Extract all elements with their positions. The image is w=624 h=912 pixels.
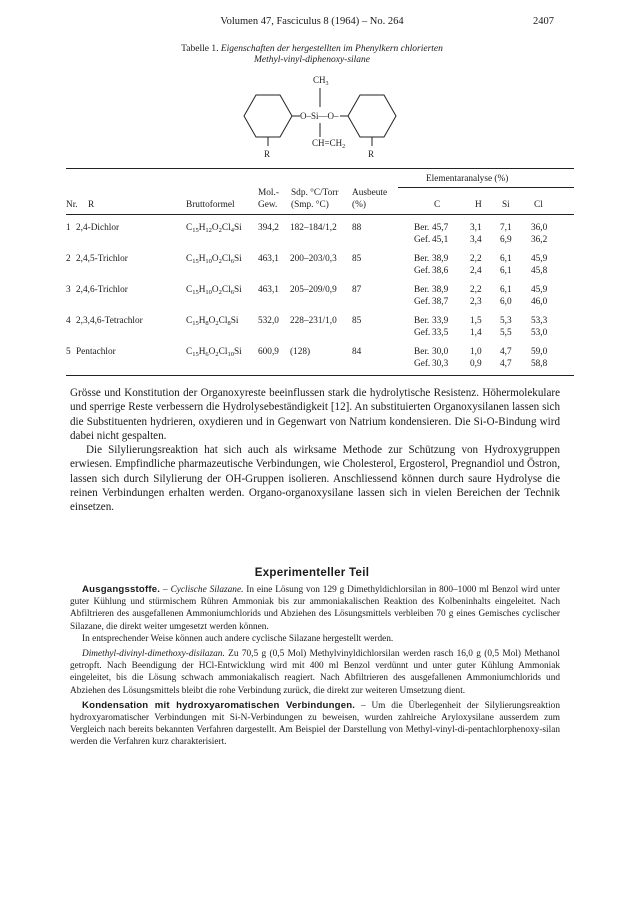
analysis-label: Ber. — [414, 347, 430, 357]
structural-formula — [230, 70, 410, 162]
row-formula: $C_{15}H_8O_2Cl_8Si$ — [186, 316, 239, 327]
row-yield: 85 — [352, 254, 362, 264]
exp-p4-text: – Um die Überlegenheit der Silylierungsreaktion hydroxyaromatischer Verbindungen mit Si-N-Verbindungen zu beweisen, wurden zahlreiche Aryloxysilane ausserdem zum Vergleich nach bereits bekannten Verfahren dargestellt. Am Beispiel der Darstellung von Methyl-vinyl-di-pentachlorphenoxy-silan werden die Verfahren kurz charakterisiert. — [70, 700, 560, 748]
col-c: C — [434, 200, 441, 210]
exp-p3-text: Zu 70,5 g (0,5 Mol) Methylvinyldichlorsilan werden rasch 16,0 g (0,5 Mol) Methanol getropft. Nach Beendigung der HCl-Entwicklung wird mit 400 ml Benzol verdünnt und unter guter Kühlung Ammoniak eingeleitet, bis die Lösung schwach ammoniakalisch reagiert. Nach Abfiltrieren des ausgefallenen Ammoniumchlorids und Abziehen des Lösungsmittels bleibt die rohe Verbindung zurück, die direkt zur weiteren Umsetzung dient. — [70, 649, 560, 696]
analysis-c: 38,9 — [432, 285, 449, 295]
row-molweight: 463,1 — [258, 285, 279, 295]
analysis-cl: 53,0 — [531, 328, 548, 338]
row-substituent: 2,4,6-Trichlor — [76, 285, 128, 295]
row-yield: 88 — [352, 223, 362, 233]
row-nr: 1 — [66, 223, 71, 233]
table-row — [66, 346, 574, 372]
analysis-c: 38,9 — [432, 254, 449, 264]
analysis-h: 3,4 — [470, 235, 482, 245]
analysis-h: 0,9 — [470, 359, 482, 369]
row-yield: 84 — [352, 347, 362, 357]
analysis-label: Gef. — [414, 359, 431, 369]
row-substituent: 2,4,5-Trichlor — [76, 254, 128, 264]
analysis-cl: 36,0 — [531, 223, 548, 233]
table-row — [66, 222, 574, 248]
phenyl-ring-left — [244, 95, 292, 137]
table-label: Tabelle 1. — [181, 44, 219, 54]
row-molweight: 532,0 — [258, 316, 279, 326]
exp-paragraph-3 — [70, 648, 560, 697]
analysis-c: 30,0 — [432, 347, 449, 357]
row-nr: 2 — [66, 254, 71, 264]
row-boiling-point: 200–203/0,3 — [290, 254, 337, 264]
analysis-label: Gef. — [414, 297, 431, 307]
row-boiling-point: 205–209/0,9 — [290, 285, 337, 295]
col-mol-2: Gew. — [258, 200, 278, 210]
col-elementaranalyse: Elementaranalyse (%) — [426, 174, 509, 184]
analysis-si: 6,1 — [500, 266, 512, 276]
col-bruttoformel: Bruttoformel — [186, 200, 235, 210]
table-title-line2: Methyl-vinyl-diphenoxy-silane — [253, 55, 371, 65]
analysis-si: 6,1 — [500, 254, 512, 264]
analysis-label: Gef. — [414, 235, 431, 245]
section-title: Experimenteller Teil — [254, 567, 370, 579]
analysis-h: 1,5 — [470, 316, 482, 326]
analysis-h: 2,4 — [470, 266, 482, 276]
row-molweight: 463,1 — [258, 254, 279, 264]
analysis-si: 4,7 — [500, 359, 512, 369]
row-formula: $C_{15}H_{10}O_2Cl_6Si$ — [186, 285, 242, 296]
analysis-si: 6,0 — [500, 297, 512, 307]
row-boiling-point: 228–231/1,0 — [290, 316, 337, 326]
table-caption — [0, 44, 624, 66]
exp-paragraph-2: In entsprechender Weise können auch andere cyclische Silazane hergestellt werden. — [82, 633, 394, 644]
analysis-label: Ber. — [414, 316, 430, 326]
analysis-cl: 59,0 — [531, 347, 548, 357]
analysis-label: Ber. — [414, 285, 430, 295]
analysis-si: 5,5 — [500, 328, 512, 338]
analysis-c: 38,7 — [432, 297, 449, 307]
analysis-cl: 36,2 — [531, 235, 548, 245]
row-boiling-point: 182–184/1,2 — [290, 223, 337, 233]
table-title-line1: Eigenschaften der hergestellten im Phenylkern chlorierten — [220, 44, 443, 54]
col-sdp-1: Sdp. °C/Torr — [291, 188, 339, 198]
svg-text:CH=CH2: $CH=CH_2$ — [312, 138, 346, 150]
analysis-cl: 45,8 — [531, 266, 548, 276]
analysis-si: 7,1 — [500, 223, 512, 233]
analysis-label: Ber. — [414, 223, 430, 233]
row-substituent: 2,3,4,6-Tetrachlor — [76, 316, 143, 326]
analysis-si: 4,7 — [500, 347, 512, 357]
row-molweight: 394,2 — [258, 223, 279, 233]
row-nr: 3 — [66, 285, 71, 295]
row-substituent: Pentachlor — [76, 347, 116, 357]
analysis-h: 2,2 — [470, 254, 482, 264]
analysis-label: Gef. — [414, 266, 431, 276]
analysis-cl: 53,3 — [531, 316, 548, 326]
analysis-h: 2,2 — [470, 285, 482, 295]
exp-p3-subheading: Dimethyl-divinyl-dimethoxy-disilazan. — [82, 649, 225, 660]
exp-p1-subheading: Cyclische Silazane. — [170, 585, 244, 595]
analysis-c: 45,7 — [432, 223, 449, 233]
analysis-c: 45,1 — [432, 235, 449, 245]
row-formula: $C_{15}H_{10}O_2Cl_6Si$ — [186, 254, 242, 265]
exp-p1-heading: Ausgangsstoffe. — [82, 584, 161, 595]
table-row — [66, 253, 574, 279]
analysis-h: 1,0 — [470, 347, 482, 357]
analysis-h: 3,1 — [470, 223, 482, 233]
analysis-cl: 58,8 — [531, 359, 548, 369]
row-nr: 5 — [66, 347, 71, 357]
analysis-c: 33,9 — [432, 316, 449, 326]
analysis-si: 6,9 — [500, 235, 512, 245]
col-cl: Cl — [534, 200, 543, 210]
table-top-rule — [66, 168, 574, 169]
exp-paragraph-1: Ausgangsstoffe. – Cyclische Silazane. In eine Lösung von 129 g Dimethyldichlorsilan in 800–1000 ml Benzol wird unter guter Kühlung und stürmischem Rühren Ammoniak bis zur ammoniakalischen Reaktion des Kolbeninhalts eingeleitet. Nach Abfiltrieren des ausgefallenen Ammoniumchlorids und Abziehen des Lösungsmittels verbleiben 70 g eines Gemisches cyclischer Silazane, die direkt weiter umgesetzt werden können. — [70, 584, 561, 632]
body-text — [70, 386, 560, 515]
col-h: H — [475, 200, 482, 210]
col-ausbeute-1: Ausbeute — [352, 188, 388, 198]
experimental-text — [70, 584, 560, 749]
analysis-label: Gef. — [414, 328, 431, 338]
row-substituent: 2,4-Dichlor — [76, 223, 120, 233]
row-yield: 87 — [352, 285, 362, 295]
col-ausbeute-2: (%) — [352, 200, 366, 210]
row-formula: $C_{15}H_{12}O_2Cl_4Si$ — [186, 223, 242, 234]
analysis-c: 38,6 — [432, 266, 449, 276]
elemental-subrule — [398, 187, 574, 188]
svg-text:R: R — [368, 149, 375, 159]
table-row — [66, 315, 574, 341]
table-header-rule — [66, 214, 574, 215]
svg-text:CH3: $CH_3$ — [313, 75, 329, 87]
row-yield: 85 — [352, 316, 362, 326]
col-mol-1: Mol.- — [258, 188, 279, 198]
analysis-cl: 45,9 — [531, 285, 548, 295]
analysis-cl: 45,9 — [531, 254, 548, 264]
paragraph-2: Die Silylierungsreaktion hat sich auch als wirksame Methode zur Schützung von Hydroxygruppen erwiesen. Empfindliche pharmazeutische Verbindungen, wie Cholesterol, Ergosterol, Pregnandiol und Östron, lassen sich durch Silylierung der OH-Gruppen isolieren. Anschliessend können durch saure Hydrolyse die reinen Verbindungen erhalten werden. Organo-organoxysilane lassen sich in vielen Bereichen der Technik einsetzen. — [70, 444, 560, 514]
col-si: Si — [502, 200, 510, 210]
analysis-cl: 46,0 — [531, 297, 548, 307]
table-bottom-rule — [66, 375, 574, 376]
exp-paragraph-4 — [70, 700, 560, 749]
exp-p4-heading: Kondensation mit hydroxyaromatischen Verbindungen. — [82, 699, 356, 711]
exp-p1-text: In eine Lösung von 129 g Dimethyldichlorsilan in 800–1000 ml Benzol wird unter guter Kühlung und stürmischem Rühren Ammoniak bis zur ammoniakalischen Reaktion des Kolbeninhalts eingeleitet. Nach Abfiltrieren des ausgefallenen Ammoniumchlorids und Abziehen des Lösungsmittels verbleiben 70 g eines Gemisches cyclischer Silazane, die direkt weiter umgesetzt werden können. — [70, 585, 561, 632]
svg-text:R: R — [264, 149, 271, 159]
page-number: 2407 — [533, 16, 554, 27]
row-formula: $C_{15}H_6O_2Cl_{10}Si$ — [186, 347, 242, 358]
row-nr: 4 — [66, 316, 71, 326]
col-nr: Nr. — [66, 200, 78, 210]
analysis-h: 1,4 — [470, 328, 482, 338]
phenyl-ring-right — [348, 95, 396, 137]
paragraph-1: Grösse und Konstitution der Organoxyreste beeinflussen stark die hydrolytische Resistenz. Höhermolekulare und sperrige Reste verbessern die Hydrolysebeständigkeit [12]. An substituierten Organoxysilanen lassen sich die Substituenten hydrieren, oxydieren und in Gegenwart von Natrium kondensieren. Die Si-O-Bindung wird dabei nicht gespalten. — [70, 387, 560, 442]
analysis-si: 6,1 — [500, 285, 512, 295]
analysis-c: 30,3 — [432, 359, 449, 369]
col-r: R — [88, 200, 95, 210]
table-row — [66, 284, 574, 310]
analysis-c: 33,5 — [432, 328, 449, 338]
col-sdp-2: (Smp. °C) — [291, 200, 329, 210]
row-boiling-point: (128) — [290, 347, 311, 357]
analysis-label: Ber. — [414, 254, 430, 264]
analysis-h: 2,3 — [470, 297, 482, 307]
journal-reference: Volumen 47, Fasciculus 8 (1964) – No. 264 — [220, 16, 404, 27]
analysis-si: 5,3 — [500, 316, 512, 326]
svg-text:O–Si—O–: O–Si—O– — [300, 111, 339, 121]
row-molweight: 600,9 — [258, 347, 279, 357]
